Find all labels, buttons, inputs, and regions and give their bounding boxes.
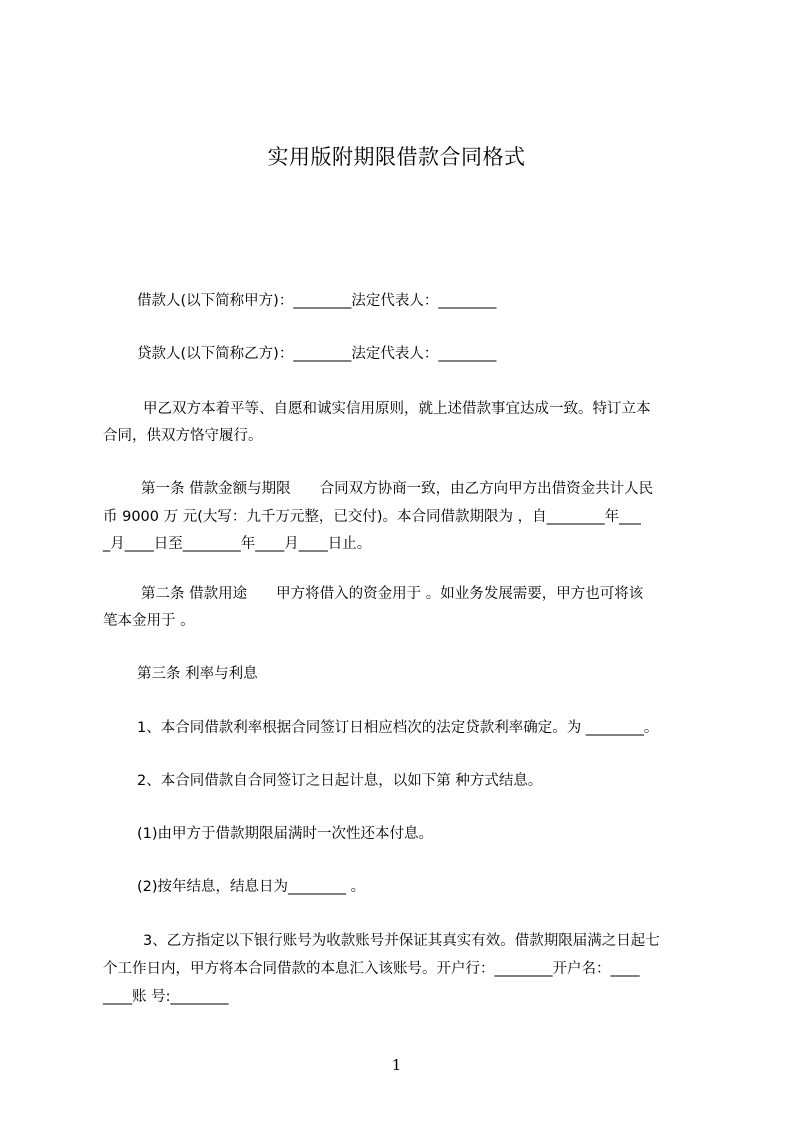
article1-line-1: 第一条 借款金额与期限 合同双方协商一致，由乙方向甲方出借资金共计人民 [141,481,654,497]
lender-line: 贷款人(以下简称乙方)：________法定代表人：________ [137,346,497,362]
clause-account-line-2: 个工作日内，甲方将本合同借款的本息汇入该账号。开户行：________开户名：____ [103,961,640,977]
option-1: (1)由甲方于借款期限届满时一次性还本付息。 [137,826,434,842]
article2-line-1: 第二条 借款用途 甲方将借入的资金用于 。如业务发展需要，甲方也可将该 [141,586,644,602]
clause-account-line-1: 3、乙方指定以下银行账号为收款账号并保证其真实有效。借款期限届满之日起七 [143,933,660,949]
preamble-line-1: 甲乙双方本着平等、自愿和诚实信用原则，就上述借款事宜达成一致。特订立本 [143,401,651,417]
preamble-line-2: 合同，供双方恪守履行。 [103,428,263,444]
article1-line-3: _月____日至________年____月____日止。 [103,536,372,552]
clause-interest: 2、本合同借款自合同签订之日起计息，以如下第 种方式结息。 [137,773,543,789]
article2-line-2: 笔本金用于 。 [103,613,195,629]
option-2: (2)按年结息，结息日为________ 。 [137,879,366,895]
borrower-line: 借款人(以下简称甲方)：________法定代表人：________ [137,293,497,309]
page-number: 1 [391,1056,402,1074]
clause-rate: 1、本合同借款利率根据合同签订日相应档次的法定贷款利率确定。为 ________。 [137,720,659,736]
article3-heading: 第三条 利率与利息 [137,666,258,682]
article1-line-2: 币 9000 万 元(大写：九千万元整，已交付)。本合同借款期限为 ，自________年___ [103,509,641,525]
clause-account-line-3: ____账 号:________ [103,989,229,1005]
document-title: 实用版附期限借款合同格式 [267,145,526,169]
